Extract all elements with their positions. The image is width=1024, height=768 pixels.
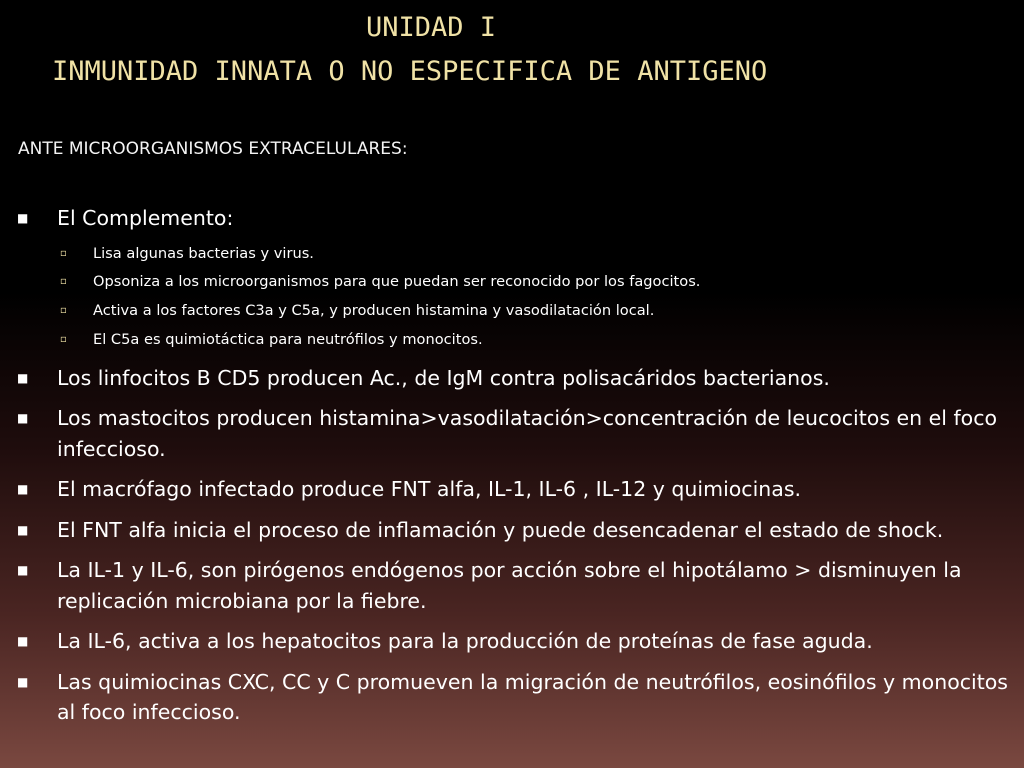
sub-bullet-item	[0, 297, 1024, 326]
sub-bullet-text: Opsoniza a los microorganismos para que puedan ser reconocido por los fagocitos.	[93, 273, 701, 291]
bullet-text: Las quimiocinas CXC, CC y C promueven la migración de neutrófilos, eosinófilos y monocitos al foco infeccioso.	[57, 669, 1008, 725]
bullet-item	[0, 667, 1024, 728]
sub-bullet-text: El C5a es quimiotáctica para neutrófilos y monocitos.	[93, 330, 483, 348]
bullet-item	[0, 515, 1024, 546]
bullet-text: La IL-6, activa a los hepatocitos para la producción de proteínas de fase aguda.	[57, 629, 873, 654]
sub-bullet-text: Lisa algunas bacterias y virus.	[93, 244, 314, 262]
bullet-list	[0, 203, 1024, 738]
hollow-square-bullet-icon: ▫	[60, 305, 67, 317]
square-bullet-icon: ■	[17, 411, 29, 426]
sub-bullet-text: Activa a los factores C3a y C5a, y producen histamina y vasodilatación local.	[93, 302, 655, 320]
square-bullet-icon: ■	[17, 674, 29, 689]
bullet-text: El Complemento:	[57, 206, 234, 230]
square-bullet-icon: ■	[17, 211, 29, 225]
hollow-square-bullet-icon: ▫	[60, 276, 67, 288]
bullet-text: La IL-1 y IL-6, son pirógenos endógenos por acción sobre el hipotálamo > disminuyen la replicación microbiana por la fiebre.	[57, 558, 962, 613]
hollow-square-bullet-icon: ▫	[60, 333, 67, 345]
sub-bullet-item	[0, 326, 1024, 355]
square-bullet-icon: ■	[17, 482, 29, 497]
section-subtitle: ANTE MICROORGANISMOS EXTRACELULARES:	[18, 139, 408, 159]
title-line-2: INMUNIDAD INNATA O NO ESPECIFICA DE ANTIGENO	[52, 56, 768, 87]
bullet-item	[0, 403, 1024, 464]
bullet-text: El FNT alfa inicia el proceso de inflamación y puede desencadenar el estado de shock.	[57, 517, 944, 542]
bullet-item	[0, 626, 1024, 657]
bullet-text: Los mastocitos producen histamina>vasodilatación>concentración de leucocitos en el foco infeccioso.	[57, 406, 998, 461]
square-bullet-icon: ■	[17, 370, 29, 385]
bullet-item	[0, 555, 1024, 616]
bullet-item	[0, 474, 1024, 505]
sub-bullet-item	[0, 268, 1024, 297]
bullet-item	[0, 363, 1024, 394]
bullet-text: Los linfocitos B CD5 producen Ac., de IgM contra polisacáridos bacterianos.	[57, 365, 830, 390]
square-bullet-icon: ■	[17, 634, 29, 649]
sub-bullet-item	[0, 240, 1024, 269]
square-bullet-icon: ■	[17, 522, 29, 537]
hollow-square-bullet-icon: ▫	[60, 247, 67, 259]
bullet-item	[0, 203, 1024, 234]
square-bullet-icon: ■	[17, 563, 29, 578]
bullet-text: El macrófago infectado produce FNT alfa, IL-1, IL-6 , IL-12 y quimiocinas.	[57, 477, 802, 502]
title-line-1: UNIDAD I	[366, 12, 497, 43]
complemento-sublist	[0, 240, 1024, 355]
